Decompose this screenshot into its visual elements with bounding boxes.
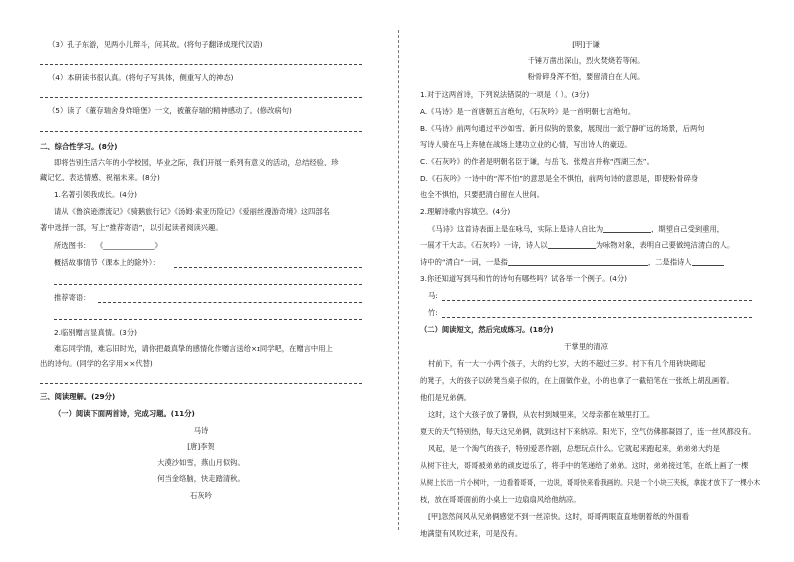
question-5: （5）读了《董存瑞舍身炸暗堡》一文，被董存瑞的精神感动了。(修改病句) bbox=[48, 106, 292, 115]
part-2-title: （二）阅读短文，然后完成练习。(18分) bbox=[420, 325, 554, 334]
question-3: （3）孔子东游，见两小儿辩斗，问其故。(将句子翻译成现代汉语) bbox=[48, 40, 263, 49]
essay-line: 这时，这个大孩子放了暑假，从农村到城里来，父母亲都在城里打工。 bbox=[428, 410, 655, 419]
essay-line: 从树下往大，哥哥被弟弟的顽皮逗乐了，将手中的笔递给了弟弟。这时，弟弟接过笔，在纸上画了一棵 bbox=[420, 461, 749, 470]
poem-2-title: 石灰吟 bbox=[190, 491, 212, 500]
poem-2-author: [明]于谦 bbox=[572, 40, 600, 49]
sub-question-1-text-2: 著中选择一部，写上“推荐寄语”，以引起读者阅读兴趣。 bbox=[40, 223, 223, 232]
sub-question-2-text-2: 出的诗句。(同学的名字用××代替) bbox=[40, 359, 153, 368]
essay-line: 枝，放在哥哥面前的小桌上一边扇扇风给他纳凉。 bbox=[420, 495, 581, 504]
q2-text: 一展才干大志。《石灰吟》一诗，诗人以 bbox=[420, 240, 548, 250]
part-1-title: （一）阅读下面两首诗，完成习题。(11分) bbox=[54, 409, 195, 418]
question-2-line-3 bbox=[420, 258, 724, 266]
recommend-answer-line[interactable] bbox=[98, 302, 362, 303]
poem-1-line-1: 大漠沙如雪，燕山月似钩。 bbox=[157, 458, 245, 467]
poem-1-line-2: 何当金络脑，快走踏清秋。 bbox=[157, 474, 245, 483]
question-2-line-1 bbox=[428, 225, 724, 233]
sub-question-2: 2.临别赠言显真情。(3分) bbox=[54, 328, 137, 337]
q2-text: 诗中的“清白”一词，一是指 bbox=[420, 257, 508, 267]
section-2-text-1: 即将告别生活六年的小学校园，毕业之际，我们开展一系列有意义的活动，总结经验、珍 bbox=[54, 158, 339, 167]
sub-question-1-text-1: 请从《鲁滨逊漂流记》《骑鹅旅行记》《汤姆·索亚历险记》《爱丽丝漫游奇境》这四部名 bbox=[54, 207, 330, 216]
book-input[interactable]: 《______________》 bbox=[96, 241, 162, 250]
essay-line: 从树上长出一片小树叶，一边看着哥哥，一边说，哥哥快来看我画的。只是一个小块三夹板，拿拢才放下了一棵小木 bbox=[420, 478, 761, 487]
horse-answer-line[interactable] bbox=[442, 300, 752, 301]
essay-line: 夏天的天气特别热，每天这兄弟俩，就到这村下来纳凉。阳光下，空气仿佛都凝固了，连一丝风都没有。 bbox=[420, 427, 756, 436]
option-b-2: 写诗人骑在马上奔驰在战场上建功立业的心情，写出诗人的豪迈。 bbox=[420, 140, 632, 149]
essay-line: 的凳子，大的孩子以砖凳当桌子似的，在上面做作业，小的也拿了一截铅笔在一张纸上胡乱画着。 bbox=[420, 376, 734, 385]
recommend-label: 推荐寄语： bbox=[54, 293, 91, 302]
option-d-1: D.《石灰吟》一诗中的“浑不怕”的意思是全不惧怕，前两句诗的意思是，即使粉骨碎身 bbox=[420, 174, 699, 183]
question-2-line-2 bbox=[420, 241, 734, 249]
bamboo-label: 竹: bbox=[428, 308, 438, 317]
blank-input[interactable] bbox=[692, 258, 724, 266]
question-4: （4）本研读书很认真。(将句子写具体，侧重写人的神态) bbox=[48, 73, 234, 82]
question-2: 2.理解诗歌内容填空。(4分) bbox=[420, 207, 511, 216]
poem-2-line-2: 粉骨碎身浑不怕，要留清白在人间。 bbox=[527, 72, 645, 81]
book-label: 所选图书： bbox=[54, 241, 91, 250]
question-1: 1.对于这两首诗，下列说法错误的一项是（ ）。(3分) bbox=[420, 90, 590, 99]
answer-line[interactable] bbox=[40, 64, 362, 65]
essay-title: 干掌里的清凉 bbox=[564, 342, 608, 351]
option-a: A.《马诗》是一首唐朝五言绝句，《石灰吟》是一首明朝七言绝句。 bbox=[420, 107, 636, 116]
option-c: C.《石灰吟》的作者是明朝名臣于谦，与岳飞、张煌言并称“西湖三杰”。 bbox=[420, 157, 654, 166]
q2-text: 为咏物对象，表明自己要做纯洁清白的人。 bbox=[595, 240, 735, 250]
blank-input[interactable] bbox=[508, 258, 648, 266]
q2-text: 《马诗》这首诗表面上是在咏马，实际上是诗人自比为 bbox=[428, 224, 604, 234]
q2-text: ，二是指诗人 bbox=[647, 257, 692, 267]
option-d-2: 也全不惧怕，只要把清白留在人世间。 bbox=[420, 190, 545, 199]
essay-line: 村前下，有一大一小两个孩子，大的约七岁，大的不超过三岁。村下有几个用砖块砌起 bbox=[428, 359, 706, 368]
answer-line[interactable] bbox=[40, 383, 362, 384]
essay-line: [甲]忽然间风从兄弟俩感觉不到一丝凉快。这时，哥哥两眼直直地朝着纸的外面看 bbox=[428, 512, 690, 521]
poem-1-author: [唐]李贺 bbox=[187, 442, 215, 451]
section-3-title: 三、阅读理解。(29分) bbox=[40, 392, 116, 401]
plot-answer-line[interactable] bbox=[174, 267, 362, 268]
answer-line[interactable] bbox=[40, 97, 362, 98]
q2-text: ，期望自己受到重用， bbox=[651, 224, 725, 234]
recommend-answer-line[interactable] bbox=[54, 319, 362, 320]
poem-1-title: 马诗 bbox=[193, 426, 209, 435]
bamboo-answer-line[interactable] bbox=[442, 317, 752, 318]
essay-line: 地满望有风吹过来，可是没有。 bbox=[420, 529, 523, 538]
poem-2-line-1: 千锤万凿出深山，烈火焚烧若等闲。 bbox=[527, 56, 645, 65]
section-2-title: 二、综合性学习。(8分) bbox=[40, 142, 118, 151]
plot-answer-line[interactable] bbox=[54, 284, 362, 285]
section-2-text-2: 藏记忆、表达情感、祝福未来。(8分) bbox=[40, 173, 160, 182]
answer-line[interactable] bbox=[40, 131, 362, 132]
question-3: 3.你还知道写到马和竹的诗句有哪些吗？试各举一个例子。(4分) bbox=[420, 274, 628, 283]
horse-label: 马: bbox=[428, 291, 438, 300]
blank-input[interactable] bbox=[548, 241, 596, 249]
plot-label: 概括故事情节（课本上的除外）： bbox=[54, 258, 160, 267]
sub-question-1: 1.名著引领我成长。(4分) bbox=[54, 190, 137, 199]
essay-line: 他们是兄弟俩。 bbox=[420, 393, 472, 402]
essay-line: 风起，是一个淘气的孩子，特别爱恶作剧，总想玩点什么。它就起来跑起来，弟弟弟大约是 bbox=[428, 444, 720, 453]
blank-input[interactable] bbox=[603, 225, 651, 233]
option-b-1: B.《马诗》前两句通过平沙如雪、新月似钩的景象，展现出一派宁静旷远的场景，后两句 bbox=[420, 124, 705, 133]
sub-question-2-text-1: 难忘同学情，难忘旧时光，请你把最真挚的感情化作赠言送给×ɪ同学吧，在赠言中用上 bbox=[54, 344, 333, 353]
column-divider bbox=[398, 30, 399, 530]
